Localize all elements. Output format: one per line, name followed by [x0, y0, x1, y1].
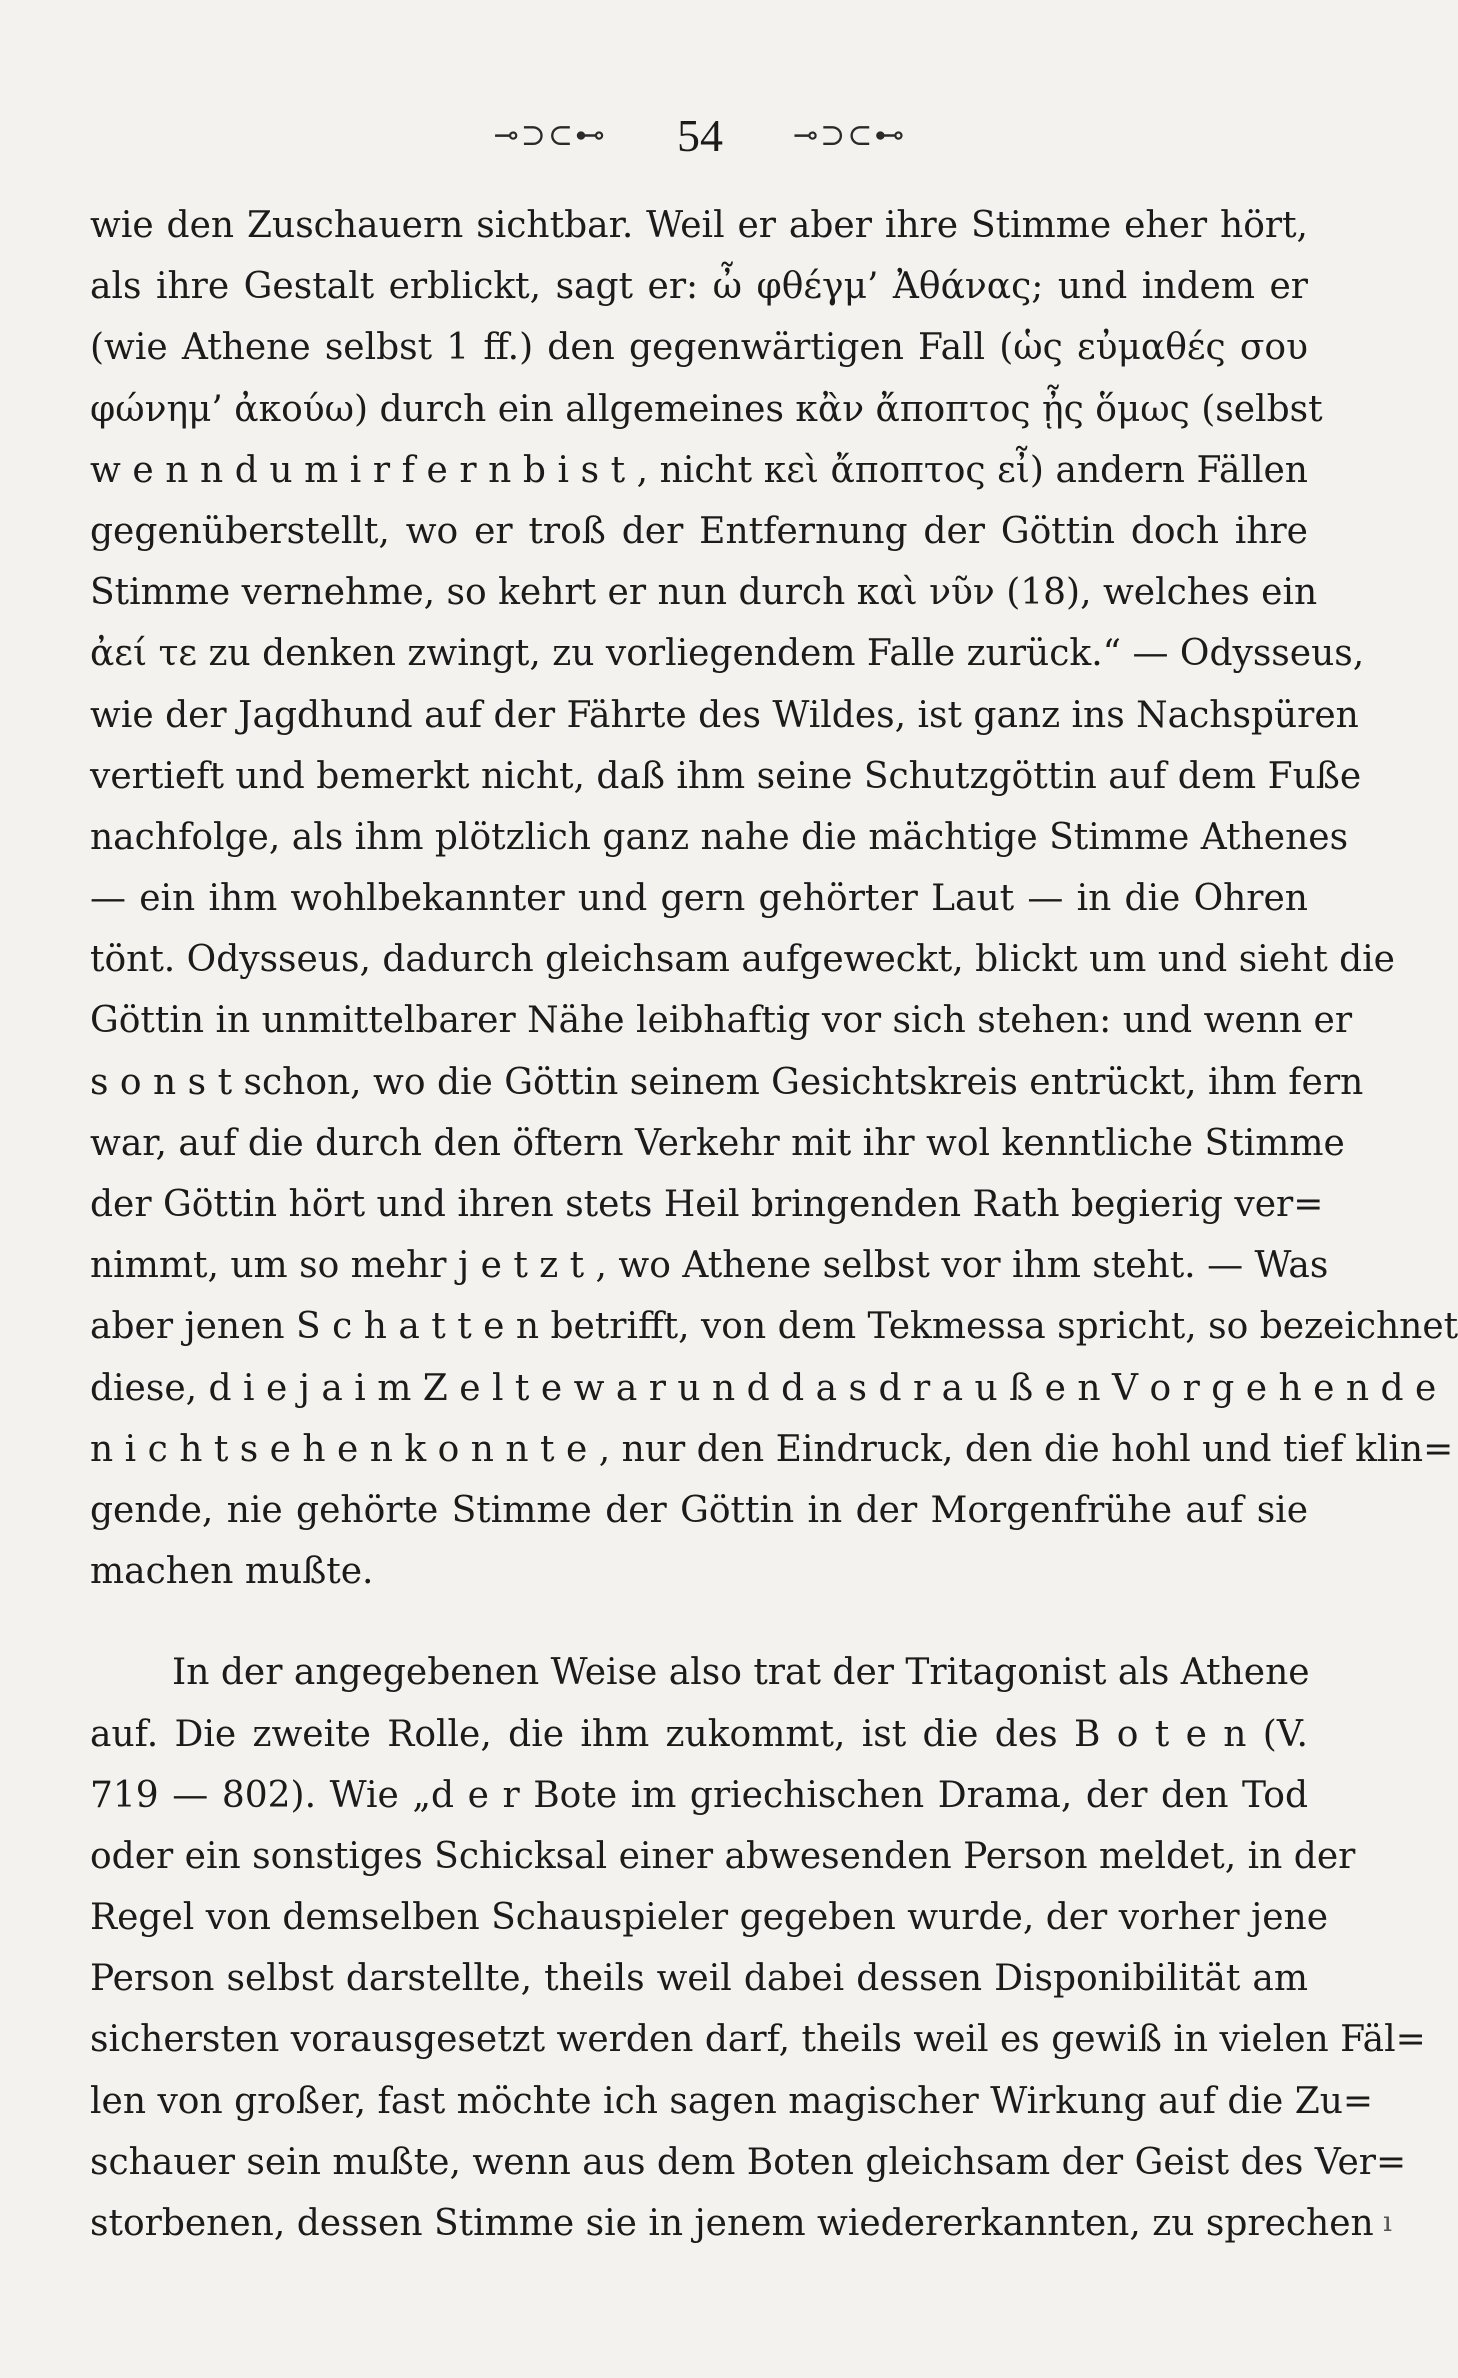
- text-line: Stimme vernehme, so kehrt er nun durch καὶ νῦν (18), welches ein: [90, 572, 1318, 614]
- text-line: machen mußte.: [90, 1551, 374, 1593]
- text-line: — ein ihm wohlbekannter und gern gehörter Laut — in die Ohren: [90, 878, 1308, 920]
- page-header: [0, 100, 1400, 170]
- text-line: (wie Athene selbst 1 ff.) den gegenwärtigen Fall (ὡς εὐμαθές σου: [90, 327, 1308, 369]
- text-line: schauer sein mußte, wenn aus dem Boten gleichsam der Geist des Ver=: [90, 2141, 1407, 2183]
- paragraph-1: [90, 195, 1458, 1602]
- text-line: diese, d i e j a i m Z e l t e w a r u n d d a s d r a u ß e n V o r g e h e n d e: [90, 1367, 1437, 1409]
- text-line: w e n n d u m i r f e r n b i s t , nicht κεὶ ἄποπτος εἶ) andern Fällen: [90, 449, 1308, 491]
- text-line: n i c h t s e h e n k o n n t e , nur den Eindruck, den die hohl und tief klin=: [90, 1428, 1454, 1470]
- paragraph-spacer: [90, 1602, 1308, 1642]
- text-line: gende, nie gehörte Stimme der Göttin in der Morgenfrühe auf sie: [90, 1489, 1308, 1531]
- page-body: [90, 195, 1458, 2254]
- text-line: φώνημ’ ἀκούω) durch ein allgemeines κἂν ἄποπτος ᾖς ὅμως (selbst: [90, 388, 1323, 430]
- text-line: als ihre Gestalt erblickt, sagt er: ὦ φθέγμ’ Ἀθάνας; und indem er: [90, 266, 1308, 308]
- text-line: nachfolge, als ihm plötzlich ganz nahe die mächtige Stimme Athenes: [90, 816, 1349, 858]
- text-line: Göttin in unmittelbarer Nähe leibhaftig vor sich stehen: und wenn er: [90, 1000, 1353, 1042]
- text-line: ἀεί τε zu denken zwingt, zu vorliegendem Falle zurück.“ — Odysseus,: [90, 633, 1365, 675]
- text-line: aber jenen S c h a t t e n betrifft, von dem Tekmessa spricht, so bezeichnet: [90, 1306, 1458, 1348]
- text-line: tönt. Odysseus, dadurch gleichsam aufgeweckt, blickt um und sieht die: [90, 939, 1395, 981]
- text-line: wie den Zuschauern sichtbar. Weil er aber ihre Stimme eher hört,: [90, 205, 1308, 246]
- text-line: wie der Jagdhund auf der Fährte des Wildes, ist ganz ins Nachspüren: [90, 694, 1359, 736]
- text-line: sichersten vorausgesetzt werden darf, theils weil es gewiß in vielen Fäl=: [90, 2019, 1426, 2061]
- text-line: auf. Die zweite Rolle, die ihm zukommt, ist die des B o t e n (V.: [90, 1713, 1308, 1755]
- text-line: Regel von demselben Schauspieler gegeben wurde, der vorher jene: [90, 1897, 1329, 1939]
- text-line: s o n s t schon, wo die Göttin seinem Gesichtskreis entrückt, ihm fern: [90, 1061, 1364, 1103]
- text-line: 719 — 802). Wie „d e r Bote im griechischen Drama, der den Tod: [90, 1774, 1308, 1816]
- text-line: war, auf die durch den öftern Verkehr mit ihr wol kenntliche Stimme: [90, 1122, 1345, 1164]
- text-line: vertieft und bemerkt nicht, daß ihm seine Schutzgöttin auf dem Fuße: [90, 755, 1362, 797]
- text-line: storbenen, dessen Stimme sie in jenem wiedererkannten, zu sprechen: [90, 2203, 1374, 2244]
- header-ornament-left: ⊸⊃⊂⊷: [493, 117, 607, 153]
- text-line: oder ein sonstiges Schicksal einer abwesenden Person meldet, in der: [90, 1835, 1356, 1877]
- text-line: der Göttin hört und ihren stets Heil bringenden Rath begierig ver=: [90, 1184, 1324, 1225]
- text-line: In der angegebenen Weise also trat der Tritagonist als Athene: [172, 1652, 1310, 1694]
- text-line: nimmt, um so mehr j e t z t , wo Athene selbst vor ihm steht. — Was: [90, 1245, 1329, 1287]
- margin-mark: ı: [1383, 2205, 1392, 2238]
- header-ornament-right: ⊸⊃⊂⊷: [793, 117, 907, 153]
- text-line: Person selbst darstellte, theils weil dabei dessen Disponibilität am: [90, 1958, 1308, 2000]
- text-line: gegenüberstellt, wo er troß der Entfernung der Göttin doch ihre: [90, 510, 1308, 552]
- paragraph-2: [90, 1642, 1426, 2254]
- text-line: len von großer, fast möchte ich sagen magischer Wirkung auf die Zu=: [90, 2080, 1374, 2122]
- page-number: 54: [677, 109, 723, 161]
